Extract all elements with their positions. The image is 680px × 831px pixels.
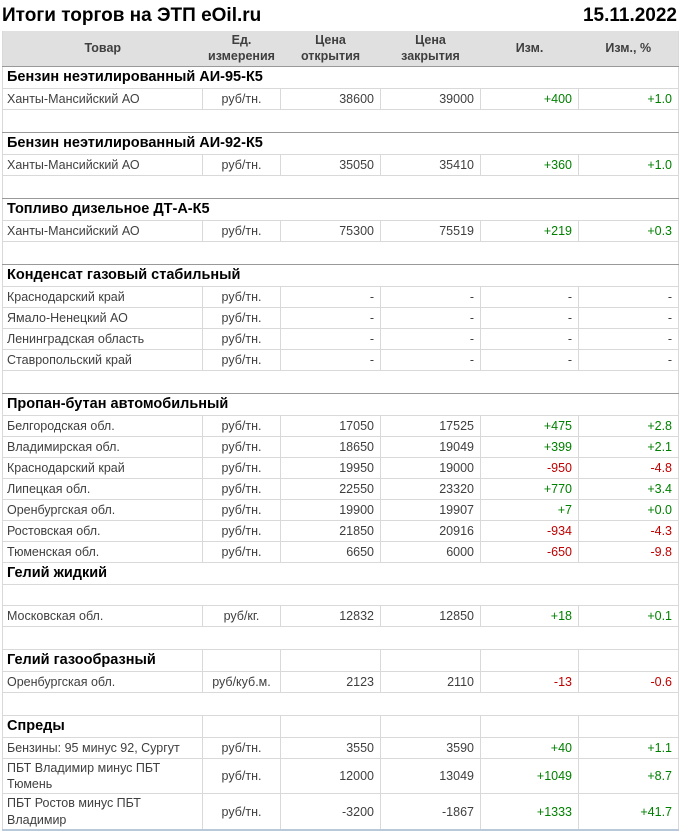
spacer-cell	[3, 627, 679, 650]
section-header-row	[3, 563, 679, 585]
section-header-empty-cell	[381, 716, 481, 738]
table-row	[3, 329, 679, 350]
open-price-cell: 12832	[281, 606, 381, 627]
close-price-cell: 35410	[381, 155, 481, 176]
section-title: Конденсат газовый стабильный	[3, 265, 679, 287]
unit-cell: руб/тн.	[203, 542, 281, 563]
change-pct-cell: -	[579, 329, 679, 350]
change-cell: +475	[481, 416, 579, 437]
column-header-open-price: Цена открытия	[281, 31, 381, 67]
unit-cell: руб/тн.	[203, 521, 281, 542]
unit-cell: руб/тн.	[203, 89, 281, 110]
section-spacer-row	[3, 110, 679, 133]
table-row	[3, 794, 679, 830]
spacer-cell	[3, 693, 679, 716]
table-row	[3, 287, 679, 308]
change-pct-cell: -	[579, 308, 679, 329]
close-price-cell: 23320	[381, 479, 481, 500]
unit-cell: руб/тн.	[203, 329, 281, 350]
section-header-row	[3, 716, 679, 738]
change-cell: +360	[481, 155, 579, 176]
section-header-row	[3, 650, 679, 672]
section-header-row	[3, 133, 679, 155]
table-row	[3, 758, 679, 794]
open-price-cell: -	[281, 329, 381, 350]
section-header-empty-cell	[579, 650, 679, 672]
close-price-cell: 3590	[381, 737, 481, 758]
section-title: Гелий жидкий	[3, 563, 679, 585]
close-price-cell: 19049	[381, 437, 481, 458]
section-header-empty-cell	[579, 716, 679, 738]
column-header-product: Товар	[3, 31, 203, 67]
close-price-cell: -	[381, 350, 481, 371]
change-pct-cell: +0.1	[579, 606, 679, 627]
table-row	[3, 479, 679, 500]
empty-section-row	[3, 585, 679, 606]
change-pct-cell: -	[579, 287, 679, 308]
change-pct-cell: +1.0	[579, 155, 679, 176]
open-price-cell: 35050	[281, 155, 381, 176]
unit-cell: руб/тн.	[203, 221, 281, 242]
column-header-change-pct: Изм., %	[579, 31, 679, 67]
close-price-cell: 17525	[381, 416, 481, 437]
change-cell: +399	[481, 437, 579, 458]
change-pct-cell: -4.3	[579, 521, 679, 542]
section-header-row	[3, 265, 679, 287]
section-header-empty-cell	[203, 650, 281, 672]
section-header-empty-cell	[481, 716, 579, 738]
open-price-cell: 19900	[281, 500, 381, 521]
table-row	[3, 542, 679, 563]
change-cell: -	[481, 329, 579, 350]
change-pct-cell: +2.8	[579, 416, 679, 437]
change-pct-cell: +0.0	[579, 500, 679, 521]
change-cell: +219	[481, 221, 579, 242]
spacer-cell	[3, 371, 679, 394]
open-price-cell: 21850	[281, 521, 381, 542]
change-cell: -	[481, 308, 579, 329]
unit-cell: руб/куб.м.	[203, 672, 281, 693]
open-price-cell: 19950	[281, 458, 381, 479]
product-cell: Бензины: 95 минус 92, Сургут	[3, 737, 203, 758]
change-cell: +18	[481, 606, 579, 627]
table-row	[3, 437, 679, 458]
close-price-cell: 39000	[381, 89, 481, 110]
report-date: 15.11.2022	[582, 4, 677, 26]
product-cell: Ханты-Мансийский АО	[3, 221, 203, 242]
change-cell: -	[481, 350, 579, 371]
change-pct-cell: -9.8	[579, 542, 679, 563]
close-price-cell: -	[381, 329, 481, 350]
open-price-cell: -	[281, 308, 381, 329]
unit-cell: руб/тн.	[203, 758, 281, 794]
close-price-cell: 13049	[381, 758, 481, 794]
unit-cell: руб/тн.	[203, 308, 281, 329]
table-row	[3, 155, 679, 176]
product-cell: Владимирская обл.	[3, 437, 203, 458]
table-header-row	[3, 31, 679, 67]
product-cell: Ханты-Мансийский АО	[3, 89, 203, 110]
change-cell: +770	[481, 479, 579, 500]
section-header-empty-cell	[381, 650, 481, 672]
section-title: Бензин неэтилированный АИ-92-К5	[3, 133, 679, 155]
open-price-cell: 75300	[281, 221, 381, 242]
spacer-cell	[3, 585, 679, 606]
unit-cell: руб/тн.	[203, 287, 281, 308]
unit-cell: руб/тн.	[203, 437, 281, 458]
section-spacer-row	[3, 693, 679, 716]
open-price-cell: 38600	[281, 89, 381, 110]
change-cell: +400	[481, 89, 579, 110]
close-price-cell: 19907	[381, 500, 481, 521]
unit-cell: руб/тн.	[203, 737, 281, 758]
unit-cell: руб/тн.	[203, 458, 281, 479]
change-cell: +1049	[481, 758, 579, 794]
table-row	[3, 350, 679, 371]
change-cell: -	[481, 287, 579, 308]
close-price-cell: -	[381, 308, 481, 329]
product-cell: Ленинградская область	[3, 329, 203, 350]
results-table-body	[3, 67, 679, 830]
open-price-cell: 6650	[281, 542, 381, 563]
change-pct-cell: +2.1	[579, 437, 679, 458]
section-header-empty-cell	[281, 650, 381, 672]
change-pct-cell: +41.7	[579, 794, 679, 830]
table-header	[3, 31, 679, 67]
unit-cell: руб/тн.	[203, 479, 281, 500]
open-price-cell: 12000	[281, 758, 381, 794]
spacer-cell	[3, 110, 679, 133]
section-title: Спреды	[3, 716, 203, 738]
product-cell: Ростовская обл.	[3, 521, 203, 542]
section-header-empty-cell	[203, 716, 281, 738]
close-price-cell: -1867	[381, 794, 481, 830]
close-price-cell: 19000	[381, 458, 481, 479]
product-cell: Ставропольский край	[3, 350, 203, 371]
change-cell: +40	[481, 737, 579, 758]
table-row	[3, 221, 679, 242]
column-header-close-price: Цена закрытия	[381, 31, 481, 67]
section-title: Бензин неэтилированный АИ-95-К5	[3, 67, 679, 89]
product-cell: Ханты-Мансийский АО	[3, 155, 203, 176]
product-cell: Ямало-Ненецкий АО	[3, 308, 203, 329]
title-bar	[0, 0, 680, 31]
spacer-cell	[3, 176, 679, 199]
column-header-unit: Ед. измерения	[203, 31, 281, 67]
section-title: Пропан-бутан автомобильный	[3, 394, 679, 416]
section-spacer-row	[3, 627, 679, 650]
change-pct-cell: -0.6	[579, 672, 679, 693]
change-pct-cell: +1.1	[579, 737, 679, 758]
table-row	[3, 308, 679, 329]
unit-cell: руб/тн.	[203, 794, 281, 830]
open-price-cell: 18650	[281, 437, 381, 458]
unit-cell: руб/кг.	[203, 606, 281, 627]
close-price-cell: 12850	[381, 606, 481, 627]
table-row	[3, 737, 679, 758]
open-price-cell: -	[281, 287, 381, 308]
product-cell: Краснодарский край	[3, 287, 203, 308]
product-cell: Липецкая обл.	[3, 479, 203, 500]
section-header-empty-cell	[481, 650, 579, 672]
change-pct-cell: +8.7	[579, 758, 679, 794]
change-cell: +1333	[481, 794, 579, 830]
change-pct-cell: +0.3	[579, 221, 679, 242]
close-price-cell: -	[381, 287, 481, 308]
open-price-cell: 2123	[281, 672, 381, 693]
table-row	[3, 606, 679, 627]
table-row	[3, 672, 679, 693]
section-title: Гелий газообразный	[3, 650, 203, 672]
page-title: Итоги торгов на ЭТП eOil.ru	[2, 4, 262, 26]
spacer-cell	[3, 242, 679, 265]
product-cell: ПБТ Владимир минус ПБТ Тюмень	[3, 758, 203, 794]
table-row	[3, 89, 679, 110]
open-price-cell: 17050	[281, 416, 381, 437]
table-row	[3, 416, 679, 437]
change-pct-cell: +3.4	[579, 479, 679, 500]
product-cell: Оренбургская обл.	[3, 500, 203, 521]
open-price-cell: -3200	[281, 794, 381, 830]
unit-cell: руб/тн.	[203, 350, 281, 371]
section-spacer-row	[3, 242, 679, 265]
open-price-cell: 22550	[281, 479, 381, 500]
section-header-row	[3, 394, 679, 416]
unit-cell: руб/тн.	[203, 500, 281, 521]
section-header-row	[3, 67, 679, 89]
section-spacer-row	[3, 371, 679, 394]
section-header-row	[3, 199, 679, 221]
change-cell: -934	[481, 521, 579, 542]
change-pct-cell: -	[579, 350, 679, 371]
change-cell: -950	[481, 458, 579, 479]
product-cell: ПБТ Ростов минус ПБТ Владимир	[3, 794, 203, 830]
product-cell: Краснодарский край	[3, 458, 203, 479]
product-cell: Белгородская обл.	[3, 416, 203, 437]
table-row	[3, 500, 679, 521]
section-header-empty-cell	[281, 716, 381, 738]
section-spacer-row	[3, 176, 679, 199]
unit-cell: руб/тн.	[203, 416, 281, 437]
product-cell: Оренбургская обл.	[3, 672, 203, 693]
product-cell: Тюменская обл.	[3, 542, 203, 563]
table-row	[3, 458, 679, 479]
close-price-cell: 6000	[381, 542, 481, 563]
close-price-cell: 20916	[381, 521, 481, 542]
unit-cell: руб/тн.	[203, 155, 281, 176]
close-price-cell: 75519	[381, 221, 481, 242]
change-pct-cell: +1.0	[579, 89, 679, 110]
table-row	[3, 521, 679, 542]
change-cell: +7	[481, 500, 579, 521]
open-price-cell: -	[281, 350, 381, 371]
change-cell: -650	[481, 542, 579, 563]
column-header-change: Изм.	[481, 31, 579, 67]
change-pct-cell: -4.8	[579, 458, 679, 479]
open-price-cell: 3550	[281, 737, 381, 758]
change-cell: -13	[481, 672, 579, 693]
section-title: Топливо дизельное ДТ-А-К5	[3, 199, 679, 221]
close-price-cell: 2110	[381, 672, 481, 693]
results-table	[2, 31, 679, 831]
product-cell: Московская обл.	[3, 606, 203, 627]
